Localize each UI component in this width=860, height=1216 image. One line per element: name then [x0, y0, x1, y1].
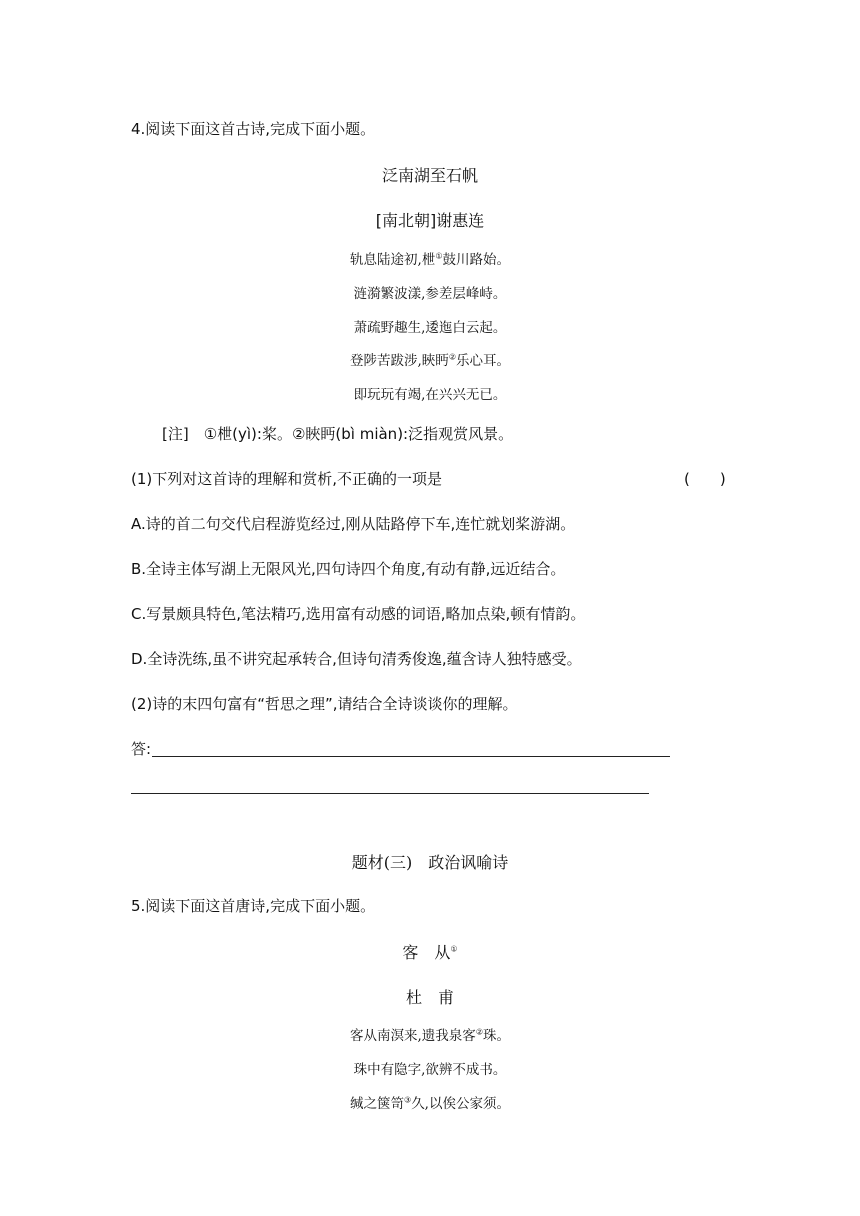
q4-poem-line-2: 涟漪繁波漾,参差层峰峙。 — [353, 286, 507, 302]
option-b: B.全诗主体写湖上无限风光,四句诗四个角度,有动有静,远近结合。 — [131, 560, 566, 578]
option-c: C.写景颇具特色,笔法精巧,选用富有动感的词语,略加点染,顿有情韵。 — [131, 605, 586, 623]
answer-line-2 — [131, 793, 649, 794]
q4-poem-line-5: 即玩玩有竭,在兴兴无已。 — [353, 387, 507, 403]
q5-poem-line-3: 缄之箧笥③久,以俟公家须。 — [350, 1095, 510, 1112]
q4-poem-line-3: 萧疏野趣生,逶迤白云起。 — [353, 320, 507, 336]
q4-poem-line-4: 登陟苦跋涉,䀹眄②乐心耳。 — [350, 352, 510, 369]
option-a: A.诗的首二句交代启程游览经过,刚从陆路停下车,连忙就划桨游湖。 — [131, 515, 576, 533]
footnote-marker: ② — [475, 1027, 483, 1037]
q4-sub1: (1)下列对这首诗的理解和赏析,不正确的一项是 — [131, 470, 443, 488]
q5-poem-title: 客 从① — [402, 943, 458, 962]
q4-poem-author: [南北朝]谢惠连 — [375, 211, 485, 230]
section-heading: 题材(三) 政治讽喻诗 — [351, 853, 509, 872]
q4-sub2: (2)诗的末四句富有“哲思之理”,请结合全诗谈谈你的理解。 — [131, 695, 518, 713]
option-d: D.全诗洗练,虽不讲究起承转合,但诗句清秀俊逸,蕴含诗人独特感受。 — [131, 650, 582, 668]
q4-poem-line-1: 轨息陆途初,枻①鼓川路始。 — [350, 251, 510, 268]
answer-label: 答: — [131, 740, 152, 758]
q5-prompt: 5.阅读下面这首唐诗,完成下面小题。 — [131, 897, 376, 915]
q5-poem-line-2: 珠中有隐字,欲辨不成书。 — [353, 1062, 507, 1078]
answer-line-1 — [152, 756, 670, 757]
footnote-marker: ① — [435, 251, 443, 261]
footnote-marker: ① — [450, 944, 458, 954]
q5-poem-author: 杜 甫 — [405, 988, 454, 1007]
q4-prompt: 4.阅读下面这首古诗,完成下面小题。 — [131, 120, 376, 138]
answer-paren: ( ) — [684, 470, 726, 488]
q4-note: [注] ①枻(yì):桨。②䀹眄(bì miàn):泛指观赏风景。 — [162, 425, 514, 443]
q5-poem-line-1: 客从南溟来,遗我泉客②珠。 — [350, 1027, 510, 1044]
q4-poem-title: 泛南湖至石帆 — [381, 166, 478, 185]
footnote-marker: ③ — [404, 1095, 412, 1105]
footnote-marker: ② — [448, 352, 456, 362]
